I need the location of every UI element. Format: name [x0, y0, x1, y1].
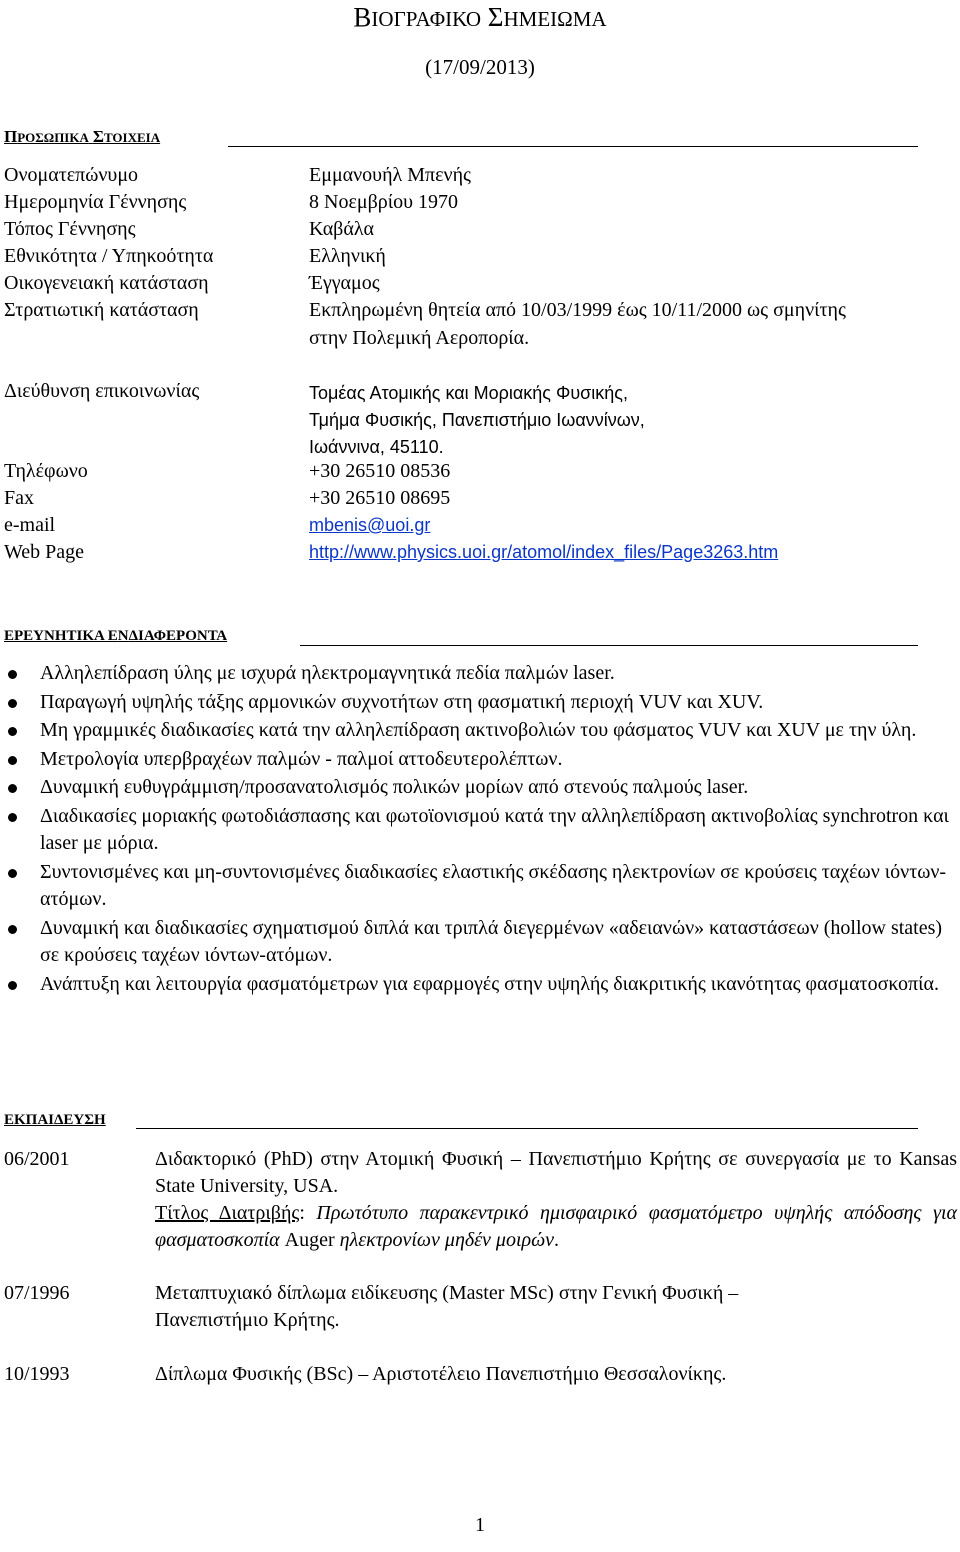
field-value-name: Εμμανουήλ Μπενής	[309, 164, 471, 186]
web-page-link[interactable]: http://www.physics.uoi.gr/atomol/index_files/Page3263.htm	[309, 542, 779, 562]
bullet-icon	[8, 925, 17, 934]
education-entry: Διδακτορικό (PhD) στην Ατομική Φυσική – Πανεπιστήμιο Κρήτης σε συνεργασία με το Kansas State University, USA. Τίτλος Διατριβής: Πρωτότυπο παρακεντρικό ημισφαιρικό φασματόμετρο υψηλής απόδοσης για φασματοσκοπία Auger ηλεκτρονίων μηδέν μοιρών.	[155, 1148, 957, 1251]
email-link[interactable]: mbenis@uoi.gr	[309, 515, 431, 535]
research-interests-list	[0, 660, 960, 999]
field-label-military: Στρατιωτική κατάσταση	[4, 299, 199, 321]
field-label-birthdate: Ημερομηνία Γέννησης	[4, 191, 187, 213]
bullet-icon	[8, 756, 17, 765]
thesis-label: Τίτλος Διατριβής	[155, 1202, 300, 1224]
list-item: Διαδικασίες μοριακής φωτοδιάσπασης και φωτοϊονισμού κατά την αλληλεπίδραση ακτινοβολίας synchrotron και laser με μόρια.	[0, 803, 960, 858]
section-rule	[300, 645, 918, 646]
list-item: Ανάπτυξη και λειτουργία φασματόμετρων για εφαρμογές στην υψηλής διακριτικής ικανότητας φασματοσκοπία.	[0, 971, 960, 999]
field-value-phone: +30 26510 08536	[309, 460, 451, 482]
address-line: Τομέας Ατομικής και Μοριακής Φυσικής,	[309, 383, 628, 403]
section-heading-education: ΕΚΠΑΙΔΕΥΣΗ	[4, 1112, 106, 1128]
field-value-military: Εκπληρωμένη θητεία από 10/03/1999 έως 10/11/2000 ως σμηνίτης	[309, 299, 846, 321]
education-date: 10/1993	[4, 1363, 70, 1385]
education-entry: Δίπλωμα Φυσικής (BSc) – Αριστοτέλειο Πανεπιστήμιο Θεσσαλονίκης.	[155, 1363, 727, 1385]
field-label-nationality: Εθνικότητα / Υπηκοότητα	[4, 245, 214, 267]
bullet-icon	[8, 727, 17, 736]
address-line: Ιωάννινα, 45110.	[309, 437, 444, 457]
page-title: ΒΙΟΓΡΑΦΙΚΟ ΣΗΜΕΙΩΜΑ	[353, 2, 607, 32]
field-label-web: Web Page	[4, 541, 85, 563]
bullet-icon	[8, 784, 17, 793]
list-item: Παραγωγή υψηλής τάξης αρμονικών συχνοτήτων στη φασματική περιοχή VUV και XUV.	[0, 689, 960, 717]
field-value-fax: +30 26510 08695	[309, 487, 451, 509]
document-date: (17/09/2013)	[425, 55, 535, 79]
bullet-icon	[8, 869, 17, 878]
field-label-birthplace: Τόπος Γέννησης	[4, 218, 136, 240]
bullet-icon	[8, 699, 17, 708]
field-value-birthplace: Καβάλα	[309, 218, 375, 240]
education-entry: Μεταπτυχιακό δίπλωμα ειδίκευσης (Master MSc) στην Γενική Φυσική – Πανεπιστήμιο Κρήτης.	[155, 1282, 739, 1331]
field-label-name: Ονοματεπώνυμο	[4, 164, 139, 186]
field-label-email: e-mail	[4, 514, 56, 536]
field-label-fax: Fax	[4, 487, 34, 509]
list-item: Συντονισμένες και μη-συντονισμένες διαδικασίες ελαστικής σκέδασης ηλεκτρονίων σε κρούσεις ταχέων ιόντων-ατόμων.	[0, 859, 960, 914]
list-item: Μετρολογία υπερβραχέων παλμών - παλμοί αττοδευτερολέπτων.	[0, 746, 960, 774]
list-item: Δυναμική ευθυγράμμιση/προσανατολισμός πολικών μορίων από στενούς παλμούς laser.	[0, 774, 960, 802]
field-label-marital: Οικογενειακή κατάσταση	[4, 272, 209, 294]
section-rule	[228, 146, 918, 147]
section-heading-personal: ΠΡΟΣΩΠΙΚΑ ΣΤΟΙΧΕΙΑ	[4, 127, 161, 146]
field-value-nationality: Ελληνική	[309, 245, 386, 267]
field-value-military-cont: στην Πολεμική Αεροπορία.	[309, 327, 530, 349]
field-value-birthdate: 8 Νοεμβρίου 1970	[309, 191, 459, 213]
address-line: Τμήμα Φυσικής, Πανεπιστήμιο Ιωαννίνων,	[309, 410, 645, 430]
page-number: 1	[475, 1514, 485, 1536]
field-label-phone: Τηλέφωνο	[4, 460, 88, 482]
bullet-icon	[8, 813, 17, 822]
education-date: 06/2001	[4, 1148, 70, 1170]
list-item: Δυναμική και διαδικασίες σχηματισμού διπλά και τριπλά διεγερμένων «αδειανών» καταστάσεων (hollow states) σε κρούσεις ταχέων ιόντων-ατόμων.	[0, 915, 960, 970]
list-item: Αλληλεπίδραση ύλης με ισχυρά ηλεκτρομαγνητικά πεδία παλμών laser.	[0, 660, 960, 688]
list-item: Μη γραμμικές διαδικασίες κατά την αλληλεπίδραση ακτινοβολιών του φάσματος VUV και XUV με την ύλη.	[0, 717, 960, 745]
bullet-icon	[8, 670, 17, 679]
field-value-marital: Έγγαμος	[309, 272, 380, 294]
thesis-title: Πρωτότυπο παρακεντρικό ημισφαιρικό φασματόμετρο υψηλής απόδοσης για φασματοσκοπία	[155, 1202, 957, 1251]
section-heading-research: ΕΡΕΥΝΗΤΙΚΑ ΕΝΔΙΑΦΕΡΟΝΤΑ	[4, 628, 228, 644]
field-label-address: Διεύθυνση επικοινωνίας	[4, 380, 200, 402]
education-date: 07/1996	[4, 1282, 70, 1304]
bullet-icon	[8, 981, 17, 990]
section-rule	[136, 1128, 918, 1129]
